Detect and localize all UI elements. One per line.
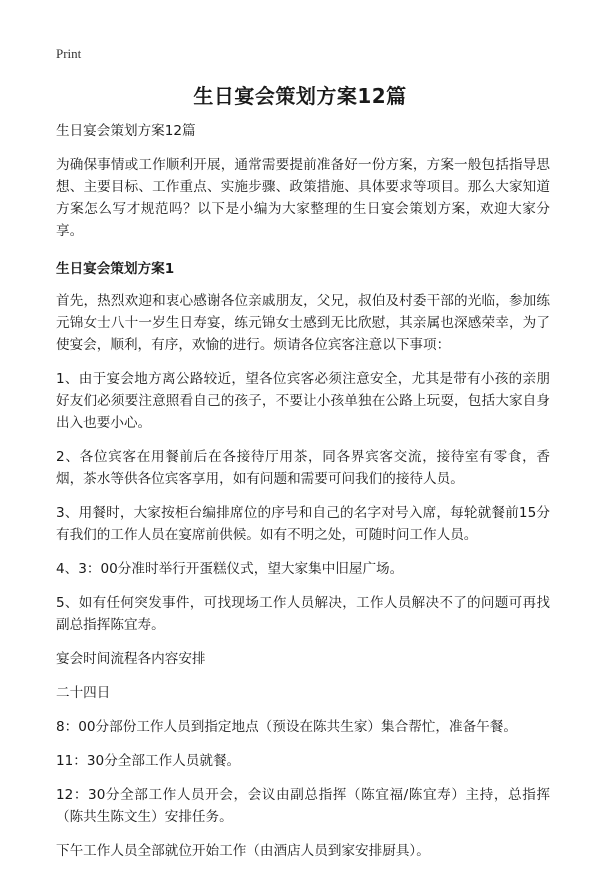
schedule-item-1130: 11：30分全部工作人员就餐。 xyxy=(56,753,241,769)
notice-item-3: 3、用餐时，大家按柜台编排席位的序号和自己的名字对号入席，每轮就餐前15分有我们的工作人员在宴席前供候。如有不明之处，可随时问工作人员。 xyxy=(56,505,550,543)
schedule-item-afternoon: 下午工作人员全部就位开始工作（由酒店人员到家安排厨具）。 xyxy=(56,843,430,859)
print-link[interactable]: Print xyxy=(56,46,82,61)
schedule-item-1230: 12：30分全部工作人员开会，会议由副总指挥（陈宜福/陈宜寿）主持，总指挥（陈共生陈文生）安排任务。 xyxy=(56,787,550,825)
schedule-heading: 宴会时间流程各内容安排 xyxy=(56,651,206,667)
notice-item-5: 5、如有任何突发事件，可找现场工作人员解决，工作人员解决不了的问题可再找副总指挥陈宜寿。 xyxy=(56,595,550,633)
intro-subtitle: 生日宴会策划方案12篇 xyxy=(56,123,196,139)
notice-item-2: 2、各位宾客在用餐前后在各接待厅用茶，同各界宾客交流，接待室有零食，香烟，茶水等供各位宾客享用，如有问题和需要可问我们的接待人员。 xyxy=(56,449,550,487)
notice-item-1: 1、由于宴会地方离公路较近，望各位宾客必须注意安全，尤其是带有小孩的亲朋好友们必须要注意照看自己的孩子，不要让小孩单独在公路上玩耍，包括大家自身出入也要小心。 xyxy=(56,371,550,431)
schedule-item-0800: 8：00分部份工作人员到指定地点（预设在陈共生家）集合帮忙，准备午餐。 xyxy=(56,719,517,735)
page-title: 生日宴会策划方案12篇 xyxy=(193,84,407,108)
document-body xyxy=(56,120,550,874)
schedule-date: 二十四日 xyxy=(56,685,111,701)
notice-item-4: 4、3：00分准时举行开蛋糕仪式，望大家集中旧屋广场。 xyxy=(56,561,404,577)
section-heading: 生日宴会策划方案1 xyxy=(56,261,175,277)
paragraph-welcome: 首先，热烈欢迎和衷心感谢各位亲戚朋友，父兄，叔伯及村委干部的光临，参加练元锦女士八十一岁生日寿宴，练元锦女士感到无比欣慰，其亲属也深感荣幸，为了使宴会，顺利，有序，欢愉的进行。烦请各位宾客注意以下事项： xyxy=(56,293,550,353)
intro-paragraph: 为确保事情或工作顺利开展，通常需要提前准备好一份方案，方案一般包括指导思想、主要目标、工作重点、实施步骤、政策措施、具体要求等项目。那么大家知道方案怎么写才规范吗？以下是小编为大家整理的生日宴会策划方案，欢迎大家分享。 xyxy=(56,157,550,239)
